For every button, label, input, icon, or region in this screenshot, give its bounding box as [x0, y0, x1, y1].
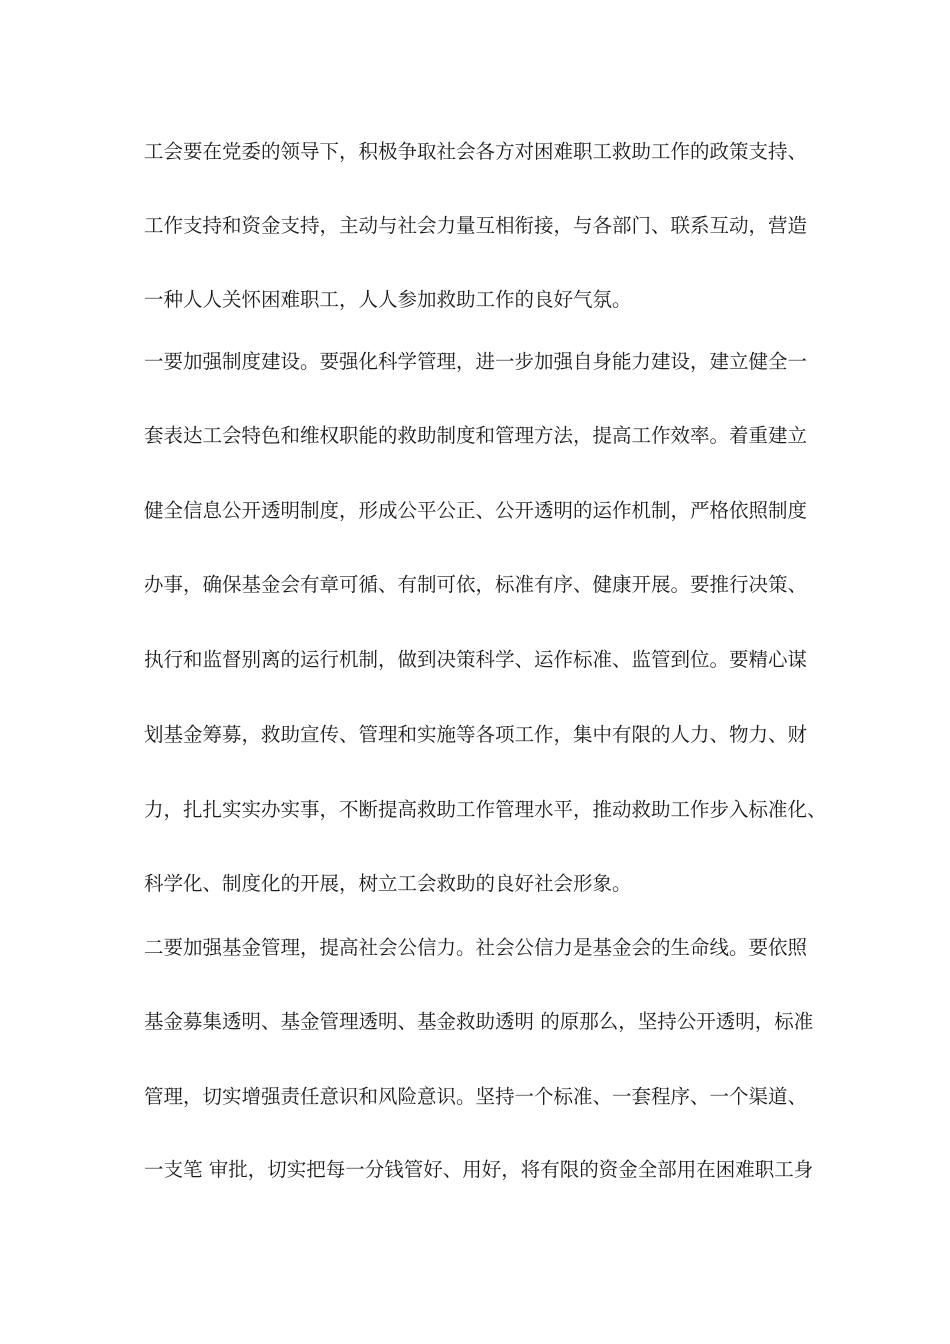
text-line: 一支笔 审批，切实把每一分钱管好、用好，将有限的资金全部用在困难职工身: [144, 1158, 814, 1181]
text-line: 工作支持和资金支持，主动与社会力量互相衔接，与各部门、联系互动，营造: [144, 214, 808, 237]
text-line: 健全信息公开透明制度，形成公平公正、公开透明的运作机制，严格依照制度: [144, 499, 808, 522]
text-line: 套表达工会特色和维权职能的救助制度和管理方法，提高工作效率。着重建立: [144, 424, 808, 447]
text-line: 一种人人关怀困难职工，人人参加救助工作的良好气氛。: [144, 288, 632, 311]
text-line: 执行和监督别离的运行机制，做到决策科学、运作标准、监管到位。要精心谋: [144, 648, 808, 671]
text-line: 力，扎扎实实办实事，不断提高救助工作管理水平，推动救助工作步入标准化、: [144, 798, 827, 821]
text-line: 管理，切实增强责任意识和风险意识。坚持一个标准、一套程序、一个渠道、: [144, 1085, 808, 1108]
text-line: 划基金筹募，救助宣传、管理和实施等各项工作，集中有限的人力、物力、财: [144, 723, 808, 746]
text-line: 一要加强制度建设。要强化科学管理，进一步加强自身能力建设，建立健全一: [144, 350, 808, 373]
text-line: 二要加强基金管理，提高社会公信力。社会公信力是基金会的生命线。要依照: [144, 936, 808, 959]
text-line: 基金募集透明、基金管理透明、基金救助透明 的原那么，坚持公开透明，标准: [144, 1010, 814, 1033]
text-line: 工会要在党委的领导下，积极争取社会各方对困难职工救助工作的政策支持、: [144, 140, 808, 163]
text-line: 办事，确保基金会有章可循、有制可依，标准有序、健康开展。要推行决策、: [144, 573, 808, 596]
text-line: 科学化、制度化的开展，树立工会救助的良好社会形象。: [144, 872, 632, 895]
